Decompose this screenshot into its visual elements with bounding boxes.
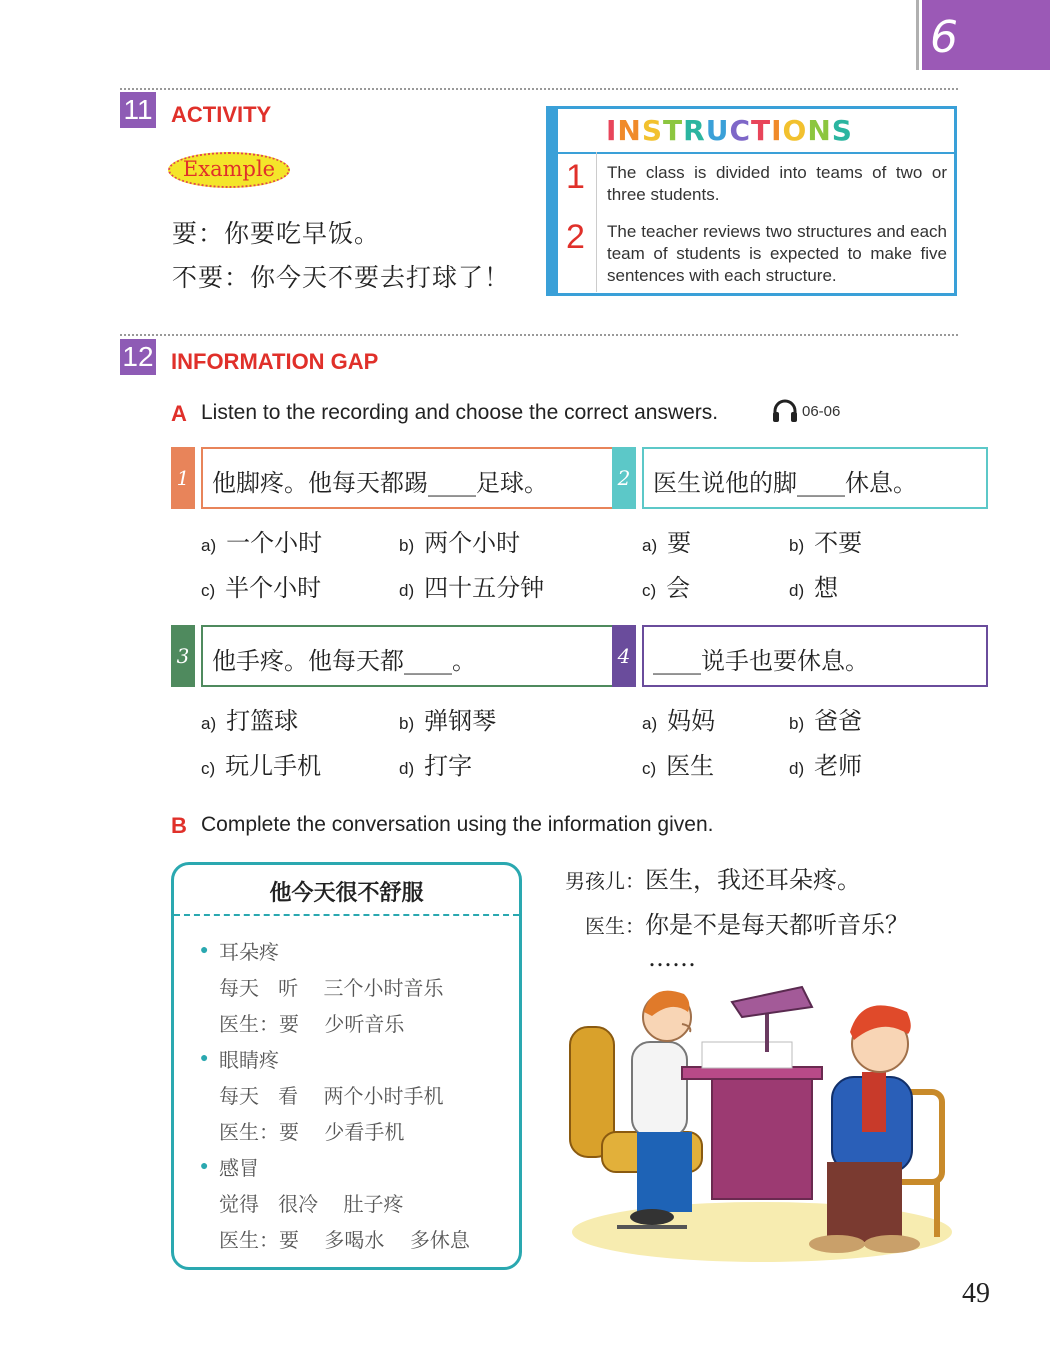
instruction-2-number: 2 [566,218,585,256]
option-text: 要 [667,529,692,557]
answer-option[interactable] [201,701,298,736]
bullet-icon: ● [200,1049,209,1065]
answer-option[interactable] [399,523,520,558]
option-letter: b) [789,536,805,555]
answer-option[interactable] [789,568,838,603]
dialogue-text: 你是不是每天都听音乐？ [645,911,909,939]
symptom-detail: 觉得 很冷 肚子疼 [219,1192,404,1216]
section-12-title: INFORMATION GAP [171,349,379,374]
option-letter: c) [201,581,216,600]
symptom-detail: 每天 听 三个小时音乐 [219,976,444,1000]
option-letter: d) [399,759,415,778]
instructions-title-letter: S [831,114,853,147]
dialogue-line-2 [585,905,909,940]
option-text: 四十五分钟 [424,574,545,602]
instructions-title-letter: O [782,114,808,147]
instructions-title [606,114,853,147]
instruction-2-text: The teacher reviews two structures and each team of students is expected to make five sentences with each structure. [607,222,947,285]
question-1-number: 1 [171,447,195,509]
option-text: 想 [814,574,839,602]
option-text: 妈妈 [667,707,716,735]
dialogue-line-1 [565,860,861,895]
answer-option[interactable] [201,523,322,558]
page-number: 49 [962,1278,990,1309]
instructions-title-letter: T [751,114,772,147]
symptom-heading: 感冒 [219,1156,259,1180]
section-12-number: 12 [120,339,156,375]
answer-option[interactable] [399,701,496,736]
instruction-1-text: The class is divided into teams of two or three students. [607,163,947,204]
option-letter: a) [642,536,658,555]
option-letter: c) [642,581,657,600]
question-2-number: 2 [612,447,636,509]
instructions-title-letter: S [641,114,664,147]
audio-track-number: 06-06 [802,403,841,420]
answer-option[interactable] [201,568,321,603]
answer-option[interactable] [789,523,862,558]
instructions-title-letter: I [771,114,783,147]
option-letter: a) [201,714,217,733]
option-text: 玩儿手机 [225,752,322,780]
info-box-divider [174,914,519,916]
bullet-icon: ● [200,941,209,957]
option-text: 爸爸 [814,707,863,735]
dialogue-speaker: 男孩儿： [565,871,645,893]
question-2-prompt: 医生说他的脚____休息。 [653,469,917,497]
option-letter: b) [399,714,415,733]
option-text: 医生 [666,752,715,780]
symptom-detail: 每天 看 两个小时手机 [219,1084,444,1108]
instructions-rule [558,152,954,154]
section-divider [120,334,958,336]
example-line-2: 不要：你今天不要去打球了！ [172,263,511,292]
option-letter: a) [642,714,658,733]
doctor-patient-illustration [562,982,958,1272]
option-text: 会 [666,574,691,602]
instructions-title-letter: R [683,114,706,147]
part-a-letter: A [171,401,187,426]
option-text: 弹钢琴 [424,707,497,735]
instructions-title-letter: T [663,114,684,147]
option-text: 老师 [814,752,863,780]
part-a-instruction: Listen to the recording and choose the correct answers. [201,401,719,424]
question-4-prompt: ____说手也要休息。 [653,647,869,675]
answer-option[interactable] [789,701,862,736]
symptom-detail: 医生：要 少看手机 [219,1120,405,1144]
section-11-number: 11 [120,92,156,128]
symptom-heading: 眼睛疼 [219,1048,279,1072]
option-letter: d) [789,759,805,778]
headphones-icon[interactable] [771,399,799,423]
option-text: 不要 [814,529,863,557]
answer-option[interactable] [642,746,714,781]
option-text: 一个小时 [226,529,323,557]
chapter-tab-edge [916,0,919,70]
answer-option[interactable] [399,568,544,603]
option-letter: d) [789,581,805,600]
option-text: 打字 [424,752,473,780]
option-text: 打篮球 [226,707,299,735]
part-b-instruction: Complete the conversation using the information given. [201,813,714,836]
option-text: 半个小时 [225,574,322,602]
info-box-title: 他今天很不舒服 [269,880,424,906]
option-letter: b) [789,714,805,733]
question-3-prompt: 他手疼。他每天都____。 [212,647,476,675]
dialogue-text: 医生，我还耳朵疼。 [645,866,861,894]
answer-option[interactable] [789,746,862,781]
example-line-1: 要：你要吃早饭。 [172,219,381,248]
instructions-title-letter: N [807,114,832,147]
chapter-number: 6 [930,12,958,63]
instructions-side-bar [546,106,558,296]
instructions-column-rule [596,152,597,292]
instructions-title-letter: I [606,114,618,147]
symptom-detail: 医生：要 少听音乐 [219,1012,405,1036]
option-text: 两个小时 [424,529,521,557]
option-letter: a) [201,536,217,555]
answer-option[interactable] [642,701,715,736]
question-1-prompt: 他脚疼。他每天都踢____足球。 [212,469,548,497]
option-letter: c) [201,759,216,778]
section-divider [120,88,958,90]
answer-option[interactable] [399,746,472,781]
instructions-title-letter: C [729,114,752,147]
part-b-letter: B [171,813,187,838]
option-letter: b) [399,536,415,555]
instructions-title-letter: U [705,114,730,147]
instruction-1-number: 1 [566,158,585,196]
answer-option[interactable] [201,746,321,781]
dialogue-speaker: 医生： [585,916,645,938]
bullet-icon: ● [200,1157,209,1173]
option-letter: c) [642,759,657,778]
answer-option[interactable] [642,523,691,558]
answer-option[interactable] [642,568,690,603]
question-3-number: 3 [171,625,195,687]
option-letter: d) [399,581,415,600]
instructions-title-letter: N [617,114,642,147]
symptom-detail: 医生：要 多喝水 多休息 [219,1228,470,1252]
dialogue-line-3: …… [648,944,696,972]
symptom-heading: 耳朵疼 [219,940,279,964]
section-11-title: ACTIVITY [171,102,272,127]
question-4-number: 4 [612,625,636,687]
example-badge: Example [168,152,290,188]
